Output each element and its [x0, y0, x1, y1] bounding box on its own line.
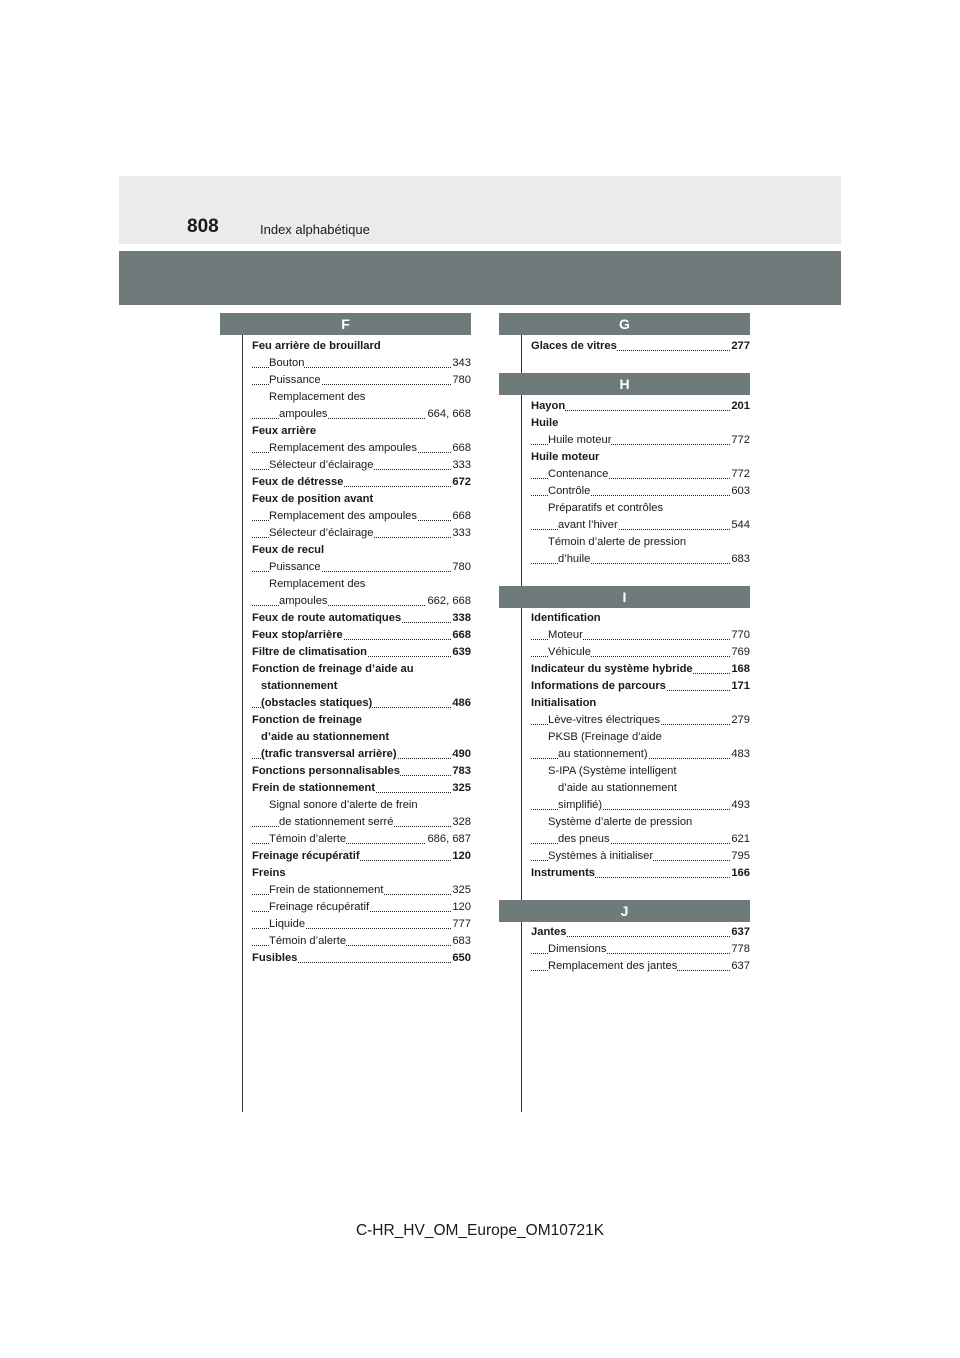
index-entry — [252, 882, 471, 899]
entry-text: au stationnement) — [558, 748, 648, 760]
index-entry — [252, 950, 471, 967]
index-entry — [252, 661, 471, 678]
entry-page: 668 — [451, 627, 471, 644]
index-entry — [252, 559, 471, 576]
index-entry — [531, 712, 750, 729]
index-entry — [252, 814, 471, 831]
index-entry — [531, 610, 750, 627]
entry-text: d’huile — [558, 553, 591, 565]
index-entry — [531, 338, 750, 355]
entry-text: Bouton — [269, 357, 305, 369]
entry-text: Identification — [531, 612, 601, 624]
index-entry — [531, 534, 750, 551]
index-entry — [531, 466, 750, 483]
index-entry — [531, 831, 750, 848]
entry-page: 780 — [451, 559, 471, 576]
entry-text: Hayon — [531, 400, 566, 412]
index-entry — [252, 797, 471, 814]
entry-text: Contenance — [548, 468, 609, 480]
page-number: 808 — [187, 216, 219, 237]
index-entry — [252, 848, 471, 865]
entry-text: Glaces de vitres — [531, 340, 617, 352]
entry-page: 277 — [730, 338, 750, 355]
index-entry — [252, 865, 471, 882]
entry-text: Feu arrière de brouillard — [252, 340, 381, 352]
entry-text: Huile moteur — [548, 434, 612, 446]
entry-text: Fonctions personnalisables — [252, 765, 400, 777]
entry-text: Freins — [252, 867, 286, 879]
index-entry — [531, 644, 750, 661]
entry-text: Fonction de freinage — [252, 714, 363, 726]
entry-text: Moteur — [548, 629, 583, 641]
entry-page: 772 — [730, 432, 750, 449]
entry-text: Témoin d’alerte — [269, 935, 347, 947]
index-entry — [252, 627, 471, 644]
entry-page: 683 — [730, 551, 750, 568]
index-entry — [531, 924, 750, 941]
index-entry — [531, 780, 750, 797]
entry-text: Système d’alerte de pression — [548, 816, 693, 828]
entry-page: 333 — [451, 525, 471, 542]
entry-page: 490 — [451, 746, 471, 763]
index-entry — [531, 517, 750, 534]
entry-page: 544 — [730, 517, 750, 534]
entry-text: Remplacement des ampoules — [269, 510, 417, 522]
entry-text: Signal sonore d’alerte de frein — [269, 799, 418, 811]
entry-text: Témoin d’alerte — [269, 833, 347, 845]
entry-page: 338 — [451, 610, 471, 627]
index-entry — [252, 338, 471, 355]
index-entry — [252, 916, 471, 933]
entry-text: Freinage récupératif — [252, 850, 360, 862]
letter-bar-i: I — [499, 586, 750, 608]
entry-page: 795 — [730, 848, 750, 865]
index-entry — [252, 406, 471, 423]
entry-text: Sélecteur d’éclairage — [269, 459, 374, 471]
index-entry — [252, 372, 471, 389]
index-entry — [531, 695, 750, 712]
section-title: Index alphabétique — [260, 222, 370, 237]
entry-text: Dimensions — [548, 943, 607, 955]
entry-text: Indicateur du système hybride — [531, 663, 693, 675]
entry-text: Huile moteur — [531, 451, 600, 463]
entry-page: 664, 668 — [426, 406, 471, 423]
entry-page: 668 — [451, 508, 471, 525]
index-entry — [252, 542, 471, 559]
index-entry — [252, 355, 471, 372]
entry-text: Feux stop/arrière — [252, 629, 343, 641]
entry-text: Filtre de climatisation — [252, 646, 368, 658]
entry-text: Huile — [531, 417, 559, 429]
entry-text: des pneus — [558, 833, 610, 845]
entry-text: Lève-vitres électriques — [548, 714, 660, 726]
entry-page: 778 — [730, 941, 750, 958]
entry-page: 343 — [451, 355, 471, 372]
index-entry — [531, 729, 750, 746]
entry-page: 483 — [730, 746, 750, 763]
index-entry — [252, 389, 471, 406]
index-entry — [252, 678, 471, 695]
index-entry — [531, 398, 750, 415]
entry-text: d’aide au stationnement — [558, 782, 677, 794]
entry-page: 168 — [730, 661, 750, 678]
entry-page: 328 — [451, 814, 471, 831]
entry-text: avant l’hiver — [558, 519, 618, 531]
entry-page: 120 — [451, 899, 471, 916]
entry-text: Frein de stationnement — [252, 782, 376, 794]
entry-text: Puissance — [269, 561, 321, 573]
entry-page: 770 — [730, 627, 750, 644]
entry-page: 639 — [451, 644, 471, 661]
entry-page: 772 — [730, 466, 750, 483]
entry-page: 769 — [730, 644, 750, 661]
entry-text: Remplacement des ampoules — [269, 442, 417, 454]
entry-page: 603 — [730, 483, 750, 500]
entry-page: 650 — [451, 950, 471, 967]
entry-page: 683 — [451, 933, 471, 950]
entry-text: (obstacles statiques) — [261, 697, 373, 709]
entry-text: Feux de position avant — [252, 493, 374, 505]
index-entry — [531, 763, 750, 780]
entry-text: Feux de détresse — [252, 476, 344, 488]
entry-page: 201 — [730, 398, 750, 415]
index-entry — [252, 491, 471, 508]
entry-page: 120 — [451, 848, 471, 865]
document-id: C-HR_HV_OM_Europe_OM10721K — [355, 1222, 605, 1239]
entry-text: simplifié) — [558, 799, 603, 811]
index-entry — [252, 423, 471, 440]
index-entry — [531, 551, 750, 568]
index-entry — [252, 831, 471, 848]
entry-text: S-IPA (Système intelligent — [548, 765, 677, 777]
entry-page: 777 — [451, 916, 471, 933]
entry-text: Remplacement des jantes — [548, 960, 678, 972]
entry-page: 668 — [451, 440, 471, 457]
entry-text: Sélecteur d’éclairage — [269, 527, 374, 539]
entry-text: Feux de route automatiques — [252, 612, 402, 624]
entry-page: 279 — [730, 712, 750, 729]
index-entry — [531, 415, 750, 432]
entry-page: 325 — [451, 780, 471, 797]
index-entry — [252, 474, 471, 491]
index-entry — [531, 797, 750, 814]
entry-text: Liquide — [269, 918, 306, 930]
index-entry — [531, 627, 750, 644]
index-entry — [252, 457, 471, 474]
entry-page: 672 — [451, 474, 471, 491]
index-entry — [252, 729, 471, 746]
entry-text: PKSB (Freinage d’aide — [548, 731, 662, 743]
index-entries-j — [531, 924, 750, 975]
entry-text: Puissance — [269, 374, 321, 386]
index-entry — [252, 525, 471, 542]
entry-text: Remplacement des — [269, 391, 366, 403]
index-entry — [531, 941, 750, 958]
index-entry — [531, 958, 750, 975]
index-entries-g — [531, 338, 750, 355]
entry-text: de stationnement serré — [279, 816, 394, 828]
index-entry — [531, 814, 750, 831]
entry-text: (trafic transversal arrière) — [261, 748, 397, 760]
entry-text: Fonction de freinage d’aide au — [252, 663, 414, 675]
letter-bar-g: G — [499, 313, 750, 335]
index-entry — [531, 483, 750, 500]
entry-page: 780 — [451, 372, 471, 389]
entry-page: 333 — [451, 457, 471, 474]
index-entry — [531, 848, 750, 865]
entry-text: stationnement — [261, 680, 338, 692]
entry-page: 662, 668 — [426, 593, 471, 610]
entry-page: 166 — [730, 865, 750, 882]
index-entry — [531, 432, 750, 449]
entry-page: 171 — [730, 678, 750, 695]
entry-text: Frein de stationnement — [269, 884, 384, 896]
index-entry — [531, 661, 750, 678]
entry-text: Initialisation — [531, 697, 597, 709]
entry-text: Instruments — [531, 867, 596, 879]
index-entry — [252, 695, 471, 712]
entry-page: 621 — [730, 831, 750, 848]
entry-text: Fusibles — [252, 952, 298, 964]
entry-text: ampoules — [279, 408, 328, 420]
entry-text: Contrôle — [548, 485, 591, 497]
index-entry — [252, 508, 471, 525]
index-entries-i — [531, 610, 750, 882]
index-entry — [252, 440, 471, 457]
entry-text: Témoin d’alerte de pression — [548, 536, 687, 548]
entry-page: 493 — [730, 797, 750, 814]
entry-page: 325 — [451, 882, 471, 899]
header-band — [119, 176, 841, 244]
index-entry — [252, 746, 471, 763]
index-entry — [531, 449, 750, 466]
entry-text: Véhicule — [548, 646, 591, 658]
index-entry — [252, 610, 471, 627]
entry-text: Freinage récupératif — [269, 901, 370, 913]
index-entries-h — [531, 398, 750, 568]
index-entry — [252, 933, 471, 950]
entry-page: 637 — [730, 958, 750, 975]
index-entry — [252, 780, 471, 797]
index-entry — [252, 593, 471, 610]
index-entry — [252, 899, 471, 916]
index-entry — [531, 865, 750, 882]
entry-page: 486 — [451, 695, 471, 712]
index-entry — [252, 576, 471, 593]
index-entry — [531, 678, 750, 695]
index-entry — [252, 712, 471, 729]
entry-text: Feux arrière — [252, 425, 317, 437]
letter-bar-f: F — [220, 313, 471, 335]
entry-text: Feux de recul — [252, 544, 325, 556]
letter-bar-h: H — [499, 373, 750, 395]
entry-page: 686, 687 — [426, 831, 471, 848]
entry-text: Préparatifs et contrôles — [548, 502, 664, 514]
entry-text: ampoules — [279, 595, 328, 607]
entry-text: d’aide au stationnement — [261, 731, 390, 743]
index-entry — [252, 763, 471, 780]
index-entry — [252, 644, 471, 661]
index-entry — [531, 500, 750, 517]
entry-text: Systèmes à initialiser — [548, 850, 654, 862]
left-column-rule — [242, 330, 243, 1112]
index-entry — [531, 746, 750, 763]
chapter-band — [119, 251, 841, 305]
entry-page: 637 — [730, 924, 750, 941]
right-column-rule — [521, 330, 522, 1112]
index-entries-f — [252, 338, 471, 967]
entry-text: Jantes — [531, 926, 567, 938]
entry-text: Informations de parcours — [531, 680, 666, 692]
entry-text: Remplacement des — [269, 578, 366, 590]
letter-bar-j: J — [499, 900, 750, 922]
entry-page: 783 — [451, 763, 471, 780]
